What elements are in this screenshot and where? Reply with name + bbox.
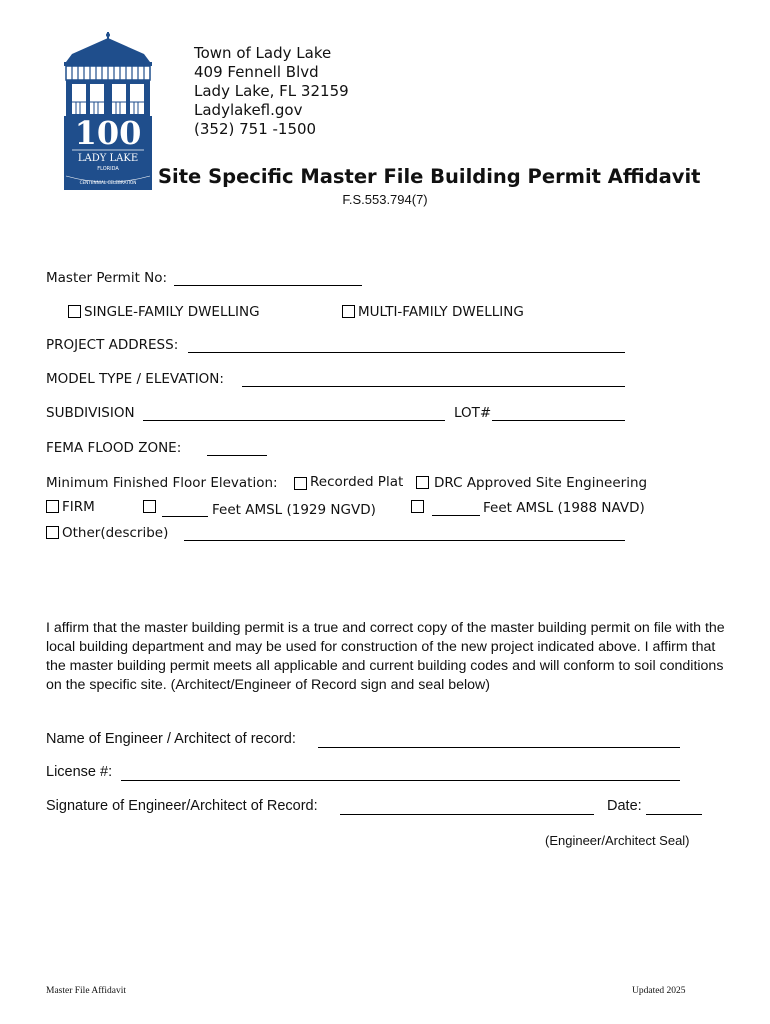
model-type-field[interactable]: [242, 372, 625, 387]
address-line: Lady Lake, FL 32159: [194, 82, 349, 100]
other-checkbox[interactable]: [46, 526, 59, 539]
lot-field[interactable]: [492, 406, 625, 421]
recorded-plat-label: Recorded Plat: [310, 474, 404, 490]
address-line: Town of Lady Lake: [194, 44, 332, 62]
license-field[interactable]: [121, 766, 680, 781]
navd-checkbox[interactable]: [411, 500, 424, 513]
signature-label: Signature of Engineer/Architect of Record:: [46, 798, 318, 814]
single-family-label: SINGLE-FAMILY DWELLING: [84, 304, 260, 320]
footer-left: Master File Affidavit: [46, 986, 127, 996]
firm-label: FIRM: [62, 499, 95, 515]
other-label: Other(describe): [62, 525, 169, 541]
engineer-name-label: Name of Engineer / Architect of record:: [46, 731, 296, 747]
ngvd-feet-field[interactable]: [162, 502, 208, 517]
document-title: Site Specific Master File Building Permit Affidavit: [158, 165, 701, 188]
logo-number: 100: [74, 114, 142, 152]
project-address-label: PROJECT ADDRESS:: [46, 337, 179, 353]
recorded-plat-checkbox[interactable]: [294, 477, 307, 490]
subdivision-field[interactable]: [143, 406, 445, 421]
affirmation-text: I affirm that the master building permit is a true and correct copy of the master building permit on file with the local building department and may be used for construction of the new project indicated above. I affirm that the master building permit meets all applicable and current building codes and will conform to soil conditions on the specific site. (Architect/Engineer of Record sign and seal below): [46, 620, 725, 693]
subdivision-label: SUBDIVISION: [46, 405, 135, 421]
license-label: License #:: [46, 764, 113, 780]
logo-tagline: CENTENNIAL CELEBRATION: [79, 180, 137, 185]
address-line: 409 Fennell Blvd: [194, 63, 319, 81]
signature-field[interactable]: [340, 800, 594, 815]
website: Ladylakefl.gov: [194, 101, 303, 119]
project-address-field[interactable]: [188, 338, 625, 353]
town-logo: [60, 32, 156, 190]
multi-family-checkbox[interactable]: [342, 305, 355, 318]
multi-family-label: MULTI-FAMILY DWELLING: [358, 304, 524, 320]
navd-label: Feet AMSL (1988 NAVD): [483, 500, 645, 516]
date-label: Date:: [607, 798, 642, 814]
master-permit-label: Master Permit No:: [46, 270, 168, 286]
ngvd-checkbox[interactable]: [143, 500, 156, 513]
lot-label: LOT#: [454, 405, 492, 421]
drc-approved-checkbox[interactable]: [416, 476, 429, 489]
firm-checkbox[interactable]: [46, 500, 59, 513]
logo-state: FLORIDA: [97, 166, 119, 172]
gazebo-logo-graphic: [60, 32, 156, 190]
fema-flood-zone-label: FEMA FLOOD ZONE:: [46, 440, 182, 456]
other-describe-field[interactable]: [184, 526, 625, 541]
fema-flood-zone-field[interactable]: [207, 441, 267, 456]
master-permit-field[interactable]: [174, 271, 362, 286]
statute-reference: F.S.553.794(7): [342, 192, 428, 207]
logo-town-name: LADY LAKE: [77, 153, 139, 164]
model-type-label: MODEL TYPE / ELEVATION:: [46, 371, 224, 387]
drc-approved-label: DRC Approved Site Engineering: [434, 475, 648, 491]
min-floor-elevation-label: Minimum Finished Floor Elevation:: [46, 475, 278, 491]
date-field[interactable]: [646, 800, 702, 815]
town-address: [194, 44, 349, 139]
single-family-checkbox[interactable]: [68, 305, 81, 318]
engineer-name-field[interactable]: [318, 733, 680, 748]
footer-right: Updated 2025: [632, 986, 686, 996]
navd-feet-field[interactable]: [432, 501, 480, 516]
seal-label: (Engineer/Architect Seal): [545, 833, 690, 848]
phone: (352) 751 -1500: [194, 120, 317, 138]
ngvd-label: Feet AMSL (1929 NGVD): [212, 502, 376, 518]
